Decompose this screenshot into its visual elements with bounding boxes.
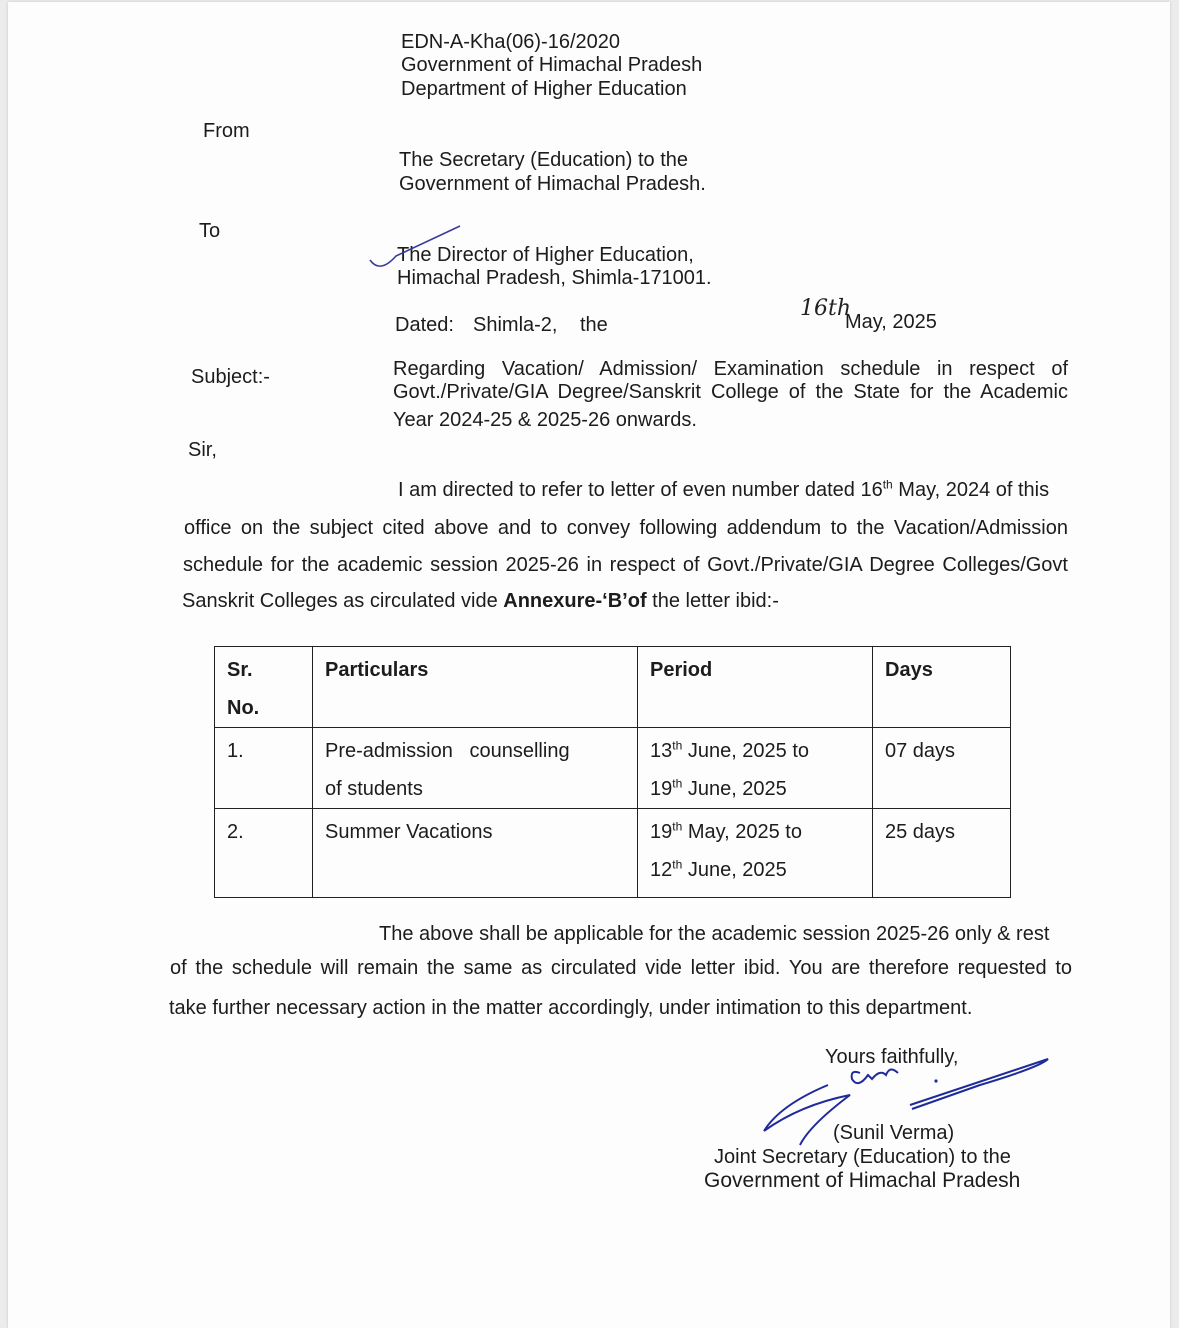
file-number: EDN-A-Kha(06)-16/2020 <box>401 31 620 53</box>
header-period: Period <box>638 647 873 728</box>
from-line-2: Government of Himachal Pradesh. <box>399 173 706 195</box>
table-header-row <box>215 647 1011 728</box>
cell-particulars: Summer Vacations <box>313 809 638 898</box>
header-days: Days <box>873 647 1011 728</box>
schedule-table <box>214 646 1011 898</box>
para1-line-1: I am directed to refer to letter of even number dated 16th May, 2024 of this <box>398 477 1050 501</box>
subject-line-3: Year 2024-25 & 2025-26 onwards. <box>393 409 697 431</box>
dated-month-year: May, 2025 <box>845 311 937 333</box>
para1-line-3: schedule for the academic session 2025-26 in respect of Govt./Private/GIA Degree Colleges/Govt <box>183 554 1068 576</box>
para2-line-3: take further necessary action in the matter accordingly, under intimation to this department. <box>169 997 973 1019</box>
para1-line-2: office on the subject cited above and to convey following addendum to the Vacation/Admission <box>184 517 1068 539</box>
cell-period: 13th June, 2025 to 19th June, 2025 <box>638 728 873 809</box>
cell-days: 07 days <box>873 728 1011 809</box>
subject-label: Subject:- <box>191 366 270 388</box>
header-government: Government of Himachal Pradesh <box>401 54 703 76</box>
cell-particulars: Pre-admission counselling of students <box>313 728 638 809</box>
handwritten-day: 16th <box>800 296 852 321</box>
subject-line-2: Govt./Private/GIA Degree/Sanskrit College of the State for the Academic <box>393 381 1068 403</box>
table-row <box>215 809 1011 898</box>
signatory-name: (Sunil Verma) <box>833 1122 955 1144</box>
cell-days: 25 days <box>873 809 1011 898</box>
from-label: From <box>203 120 250 142</box>
salutation: Sir, <box>188 439 217 461</box>
para2-line-2: of the schedule will remain the same as circulated vide letter ibid. You are therefore requested to <box>170 957 1072 979</box>
dated-place: Shimla-2, <box>473 314 558 336</box>
closing-yours-faithfully: Yours faithfully, <box>825 1046 959 1068</box>
header-department: Department of Higher Education <box>401 78 687 100</box>
subject-line-1: Regarding Vacation/ Admission/ Examination schedule in respect of <box>393 358 1068 380</box>
dated-the: the <box>580 314 608 336</box>
header-particulars: Particulars <box>313 647 638 728</box>
cell-sr: 1. <box>215 728 313 809</box>
from-line-1: The Secretary (Education) to the <box>399 149 689 171</box>
cell-sr: 2. <box>215 809 313 898</box>
to-line-2: Himachal Pradesh, Shimla-171001. <box>397 267 712 289</box>
signatory-government: Government of Himachal Pradesh <box>704 1169 1021 1192</box>
para2-line-1: The above shall be applicable for the academic session 2025-26 only & rest <box>379 923 1050 945</box>
signatory-designation: Joint Secretary (Education) to the <box>714 1146 1011 1168</box>
header-sr-no: Sr. No. <box>215 647 313 728</box>
to-label: To <box>199 220 221 242</box>
dated-label: Dated: <box>395 314 454 336</box>
table-row <box>215 728 1011 809</box>
check-mark-icon <box>366 222 466 278</box>
cell-period: 19th May, 2025 to 12th June, 2025 <box>638 809 873 898</box>
to-line-1: The Director of Higher Education, <box>397 244 694 266</box>
para1-line-4: Sanskrit Colleges as circulated vide Annexure-‘B’of the letter ibid:- <box>182 590 779 612</box>
